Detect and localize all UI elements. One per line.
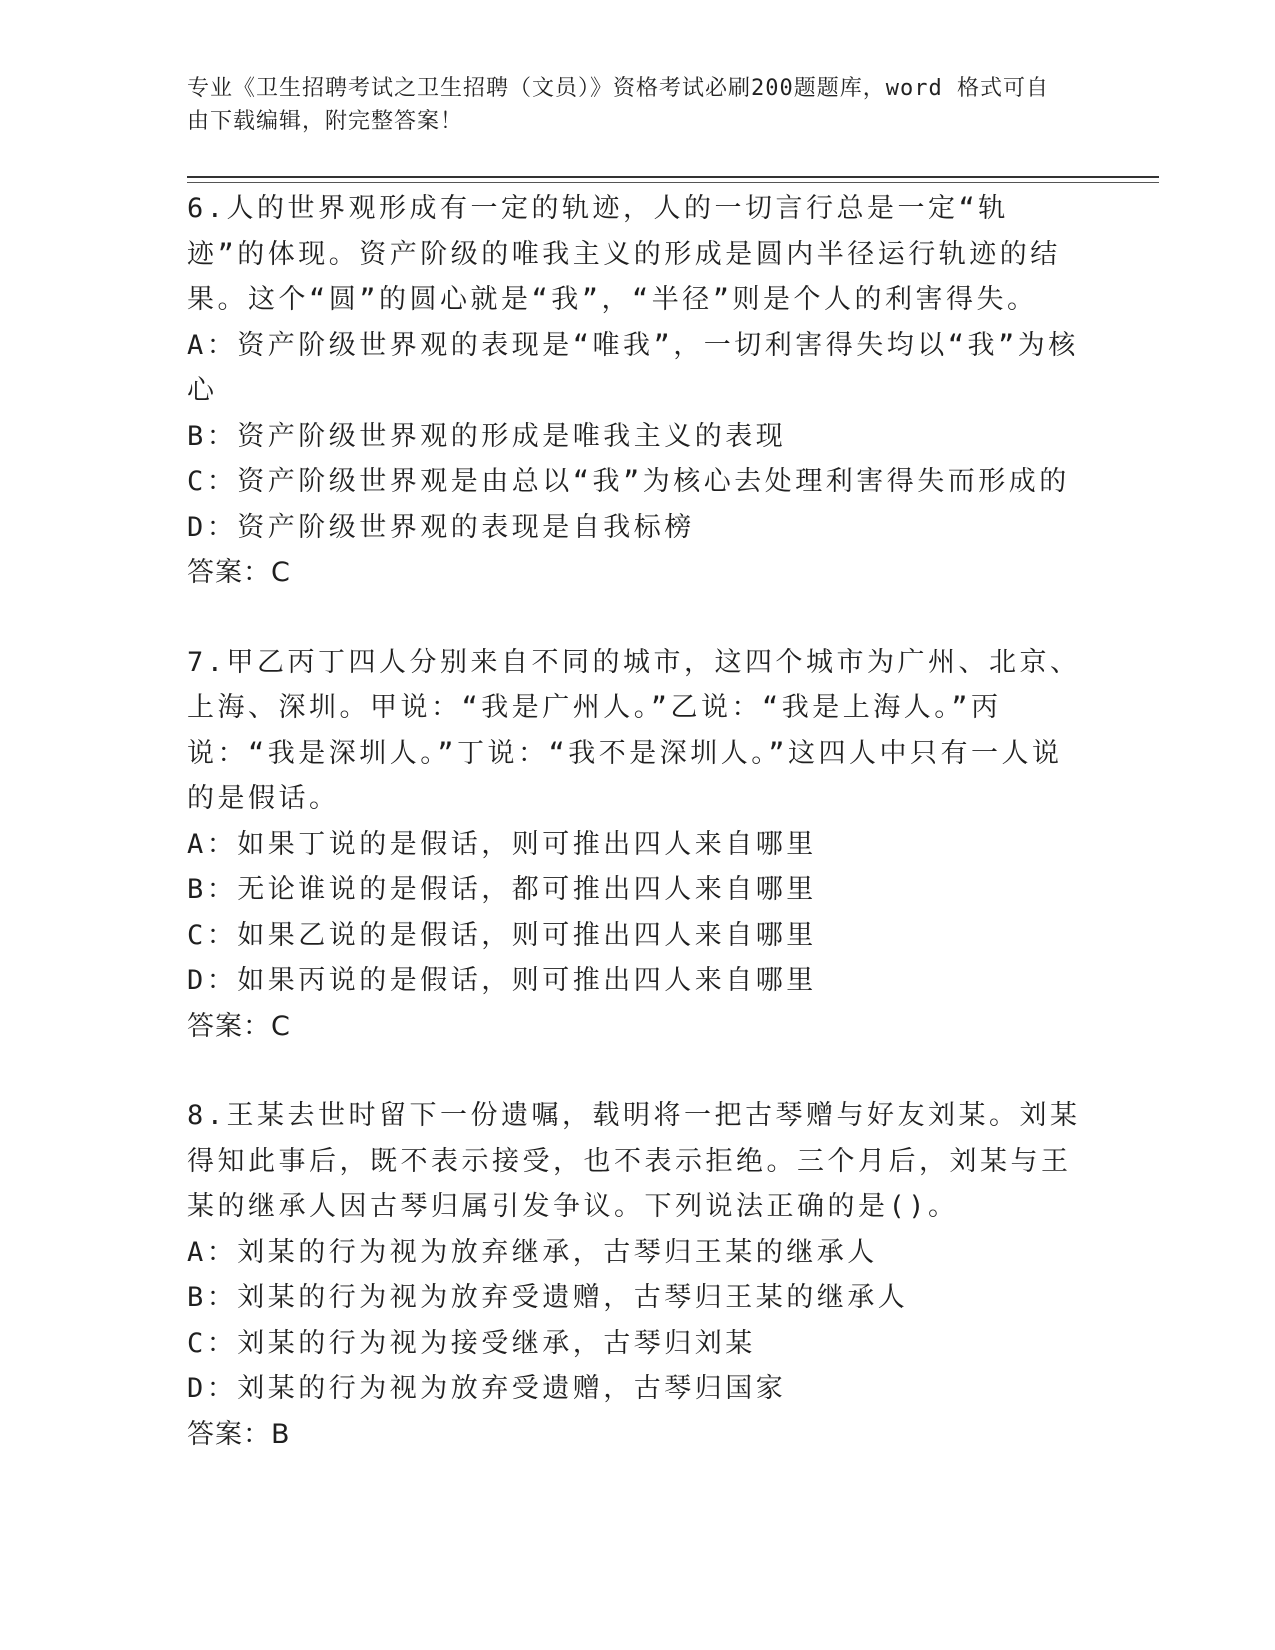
option-d: D：如果丙说的是假话，则可推出四人来自哪里 [187, 965, 817, 996]
option-a: A：资产阶级世界观的表现是“唯我”，一切利害得失均以“我”为核心 [187, 329, 1079, 406]
option-d: D：资产阶级世界观的表现是自我标榜 [187, 511, 695, 543]
option-b: B：无论谁说的是假话，都可推出四人来自哪里 [187, 874, 817, 905]
question-list [187, 186, 1087, 1501]
answer-line: 答案：C [187, 1010, 291, 1042]
option-b: B：刘某的行为视为放弃受遗赠，古琴归王某的继承人 [187, 1282, 909, 1313]
question-stem: 8.王某去世时留下一份遗嘱，载明将一把古琴赠与好友刘某。刘某得知此事后，既不表示接受，也不表示拒绝。三个月后，刘某与王某的继承人因古琴归属引发争议。下列说法正确的是()。 [187, 1100, 1081, 1222]
option-a: A：刘某的行为视为放弃继承，古琴归王某的继承人 [187, 1236, 878, 1268]
document-header: 专业《卫生招聘考试之卫生招聘（文员）》资格考试必刷200题题库，word 格式可自由下载编辑，附完整答案！ [187, 76, 1049, 134]
option-c: C：如果乙说的是假话，则可推出四人来自哪里 [187, 919, 817, 951]
option-b: B：资产阶级世界观的形成是唯我主义的表现 [187, 420, 787, 452]
header-divider-thin [187, 182, 1159, 183]
question-6 [187, 186, 1087, 596]
question-8 [187, 1093, 1087, 1457]
question-stem: 6.人的世界观形成有一定的轨迹，人的一切言行总是一定“轨迹”的体现。资产阶级的唯我主义的形成是圆内半径运行轨迹的结果。这个“圆”的圆心就是“我”，“半径”则是个人的利害得失。 [187, 193, 1061, 315]
header-divider-thick [187, 176, 1159, 178]
option-c: C：刘某的行为视为接受继承，古琴归刘某 [187, 1327, 756, 1359]
answer-line: 答案：B [187, 1418, 291, 1450]
question-stem: 7.甲乙丙丁四人分别来自不同的城市，这四个城市为广州、北京、上海、深圳。甲说：“我是广州人。”乙说：“我是上海人。”丙说：“我是深圳人。”丁说：“我不是深圳人。”这四人中只有一人说的是假话。 [187, 646, 1081, 814]
option-d: D：刘某的行为视为放弃受遗赠，古琴归国家 [187, 1373, 787, 1404]
answer-line: 答案：C [187, 557, 291, 588]
question-7 [187, 640, 1087, 1050]
option-c: C：资产阶级世界观是由总以“我”为核心去处理利害得失而形成的 [187, 466, 1070, 497]
option-a: A：如果丁说的是假话，则可推出四人来自哪里 [187, 828, 817, 860]
